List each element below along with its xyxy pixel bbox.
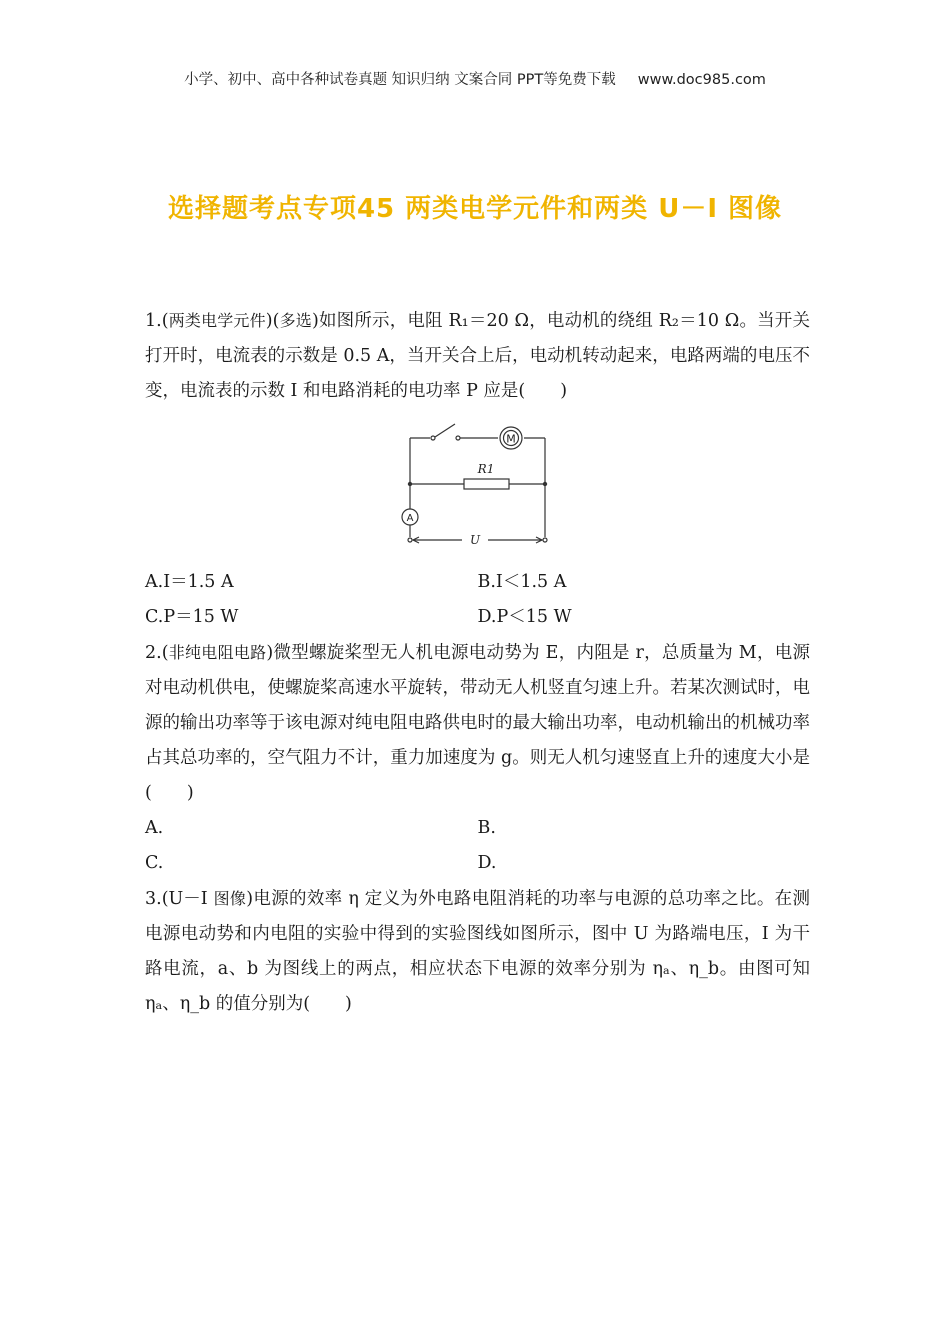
- header-url[interactable]: www.doc985.com: [637, 72, 766, 88]
- circuit-diagram: [145, 421, 810, 551]
- q2-text: )微型螺旋桨型无人机电源电动势为 E，内阻是 r，总质量为 M，电源对电动机供电，使螺旋桨高速水平旋转，带动无人机竖直匀速上升。若某次测试时，电源的输出功率等于该电源对纯电阻电路供电时的最大输出功率，电动机输出的机械功率占其总功率的，空气阻力不计，重力加速度为 g。则无人机匀速竖直上升的速度大小是( ): [145, 643, 810, 803]
- q3-text: )电源的效率 η 定义为外电路电阻消耗的功率与电源的总功率之比。在测电源电动势和内电阻的实验中得到的实验图线如图所示，图中 U 为路端电压，I 为干路电流，a、b 为图线上的两点，相应状态下电源的效率分别为 ηₐ、η_b。由图可知 ηₐ、η_b 的值分别为( ): [145, 889, 810, 1014]
- q2-option-c[interactable]: C.: [145, 853, 164, 873]
- q2-option-d[interactable]: D.: [477, 853, 497, 873]
- q1-options-row-1: [145, 565, 810, 600]
- page-title: 选择题考点专项45 两类电学元件和两类 U－I 图像: [167, 194, 783, 224]
- question-1: 1.(两类电学元件)(多选)如图所示，电阻 R₁＝20 Ω，电动机的绕组 R₂＝10 Ω。当开关打开时，电流表的示数是 0.5 A，当开关合上后，电动机转动起来，电路两端的电压不变，电流表的示数 I 和电路消耗的电功率 P 应是( ): [145, 311, 810, 401]
- question-3: 3.(U－I 图像)电源的效率 η 定义为外电路电阻消耗的功率与电源的总功率之比。在测电源电动势和内电阻的实验中得到的实验图线如图所示，图中 U 为路端电压，I 为干路电流，a、b 为图线上的两点，相应状态下电源的效率分别为 ηₐ、η_b。由图可知 ηₐ、η_b 的值分别为( ): [145, 889, 810, 1014]
- page-header: [0, 68, 950, 89]
- content: [145, 303, 810, 1022]
- q1-options-row-2: [145, 600, 810, 635]
- ammeter-label: A: [406, 513, 414, 524]
- header-text: 小学、初中、高中各种试卷真题 知识归纳 文案合同 PPT等免费下载: [184, 72, 616, 88]
- q1-text: )如图所示，电阻 R₁＝20 Ω，电动机的绕组 R₂＝10 Ω。当开关打开时，电流表的示数是 0.5 A，当开关合上后，电动机转动起来，电路两端的电压不变，电流表的示数 I 和电路消耗的电功率 P 应是( ): [145, 311, 810, 401]
- q1-option-d[interactable]: D.P＜15 W: [477, 607, 572, 627]
- q1-option-a[interactable]: A.I＝1.5 A: [145, 572, 234, 592]
- q2-options-row-2: [145, 846, 810, 881]
- voltage-label: U: [469, 533, 481, 547]
- q1-tag: 两类电学元件: [168, 311, 266, 330]
- q2-options-row-1: [145, 811, 810, 846]
- q2-tag: 非纯电阻电路: [168, 643, 267, 662]
- q1-tag-multi: 多选: [279, 311, 312, 330]
- q1-option-c[interactable]: C.P＝15 W: [145, 607, 239, 627]
- motor-label: M: [506, 432, 516, 446]
- question-2: 2.(非纯电阻电路)微型螺旋桨型无人机电源电动势为 E，内阻是 r，总质量为 M，电源对电动机供电，使螺旋桨高速水平旋转，带动无人机竖直匀速上升。若某次测试时，电源的输出功率等于该电源对纯电阻电路供电时的最大输出功率，电动机输出的机械功率占其总功率的，空气阻力不计，重力加速度为 g。则无人机匀速竖直上升的速度大小是( ): [145, 643, 810, 803]
- q2-option-b[interactable]: B.: [477, 818, 496, 838]
- q1-option-b[interactable]: B.I＜1.5 A: [477, 572, 567, 592]
- resistor-label: R1: [477, 462, 495, 476]
- circuit-svg: [400, 421, 550, 547]
- q2-option-a[interactable]: A.: [145, 818, 164, 838]
- q3-tag: 图像: [213, 889, 247, 908]
